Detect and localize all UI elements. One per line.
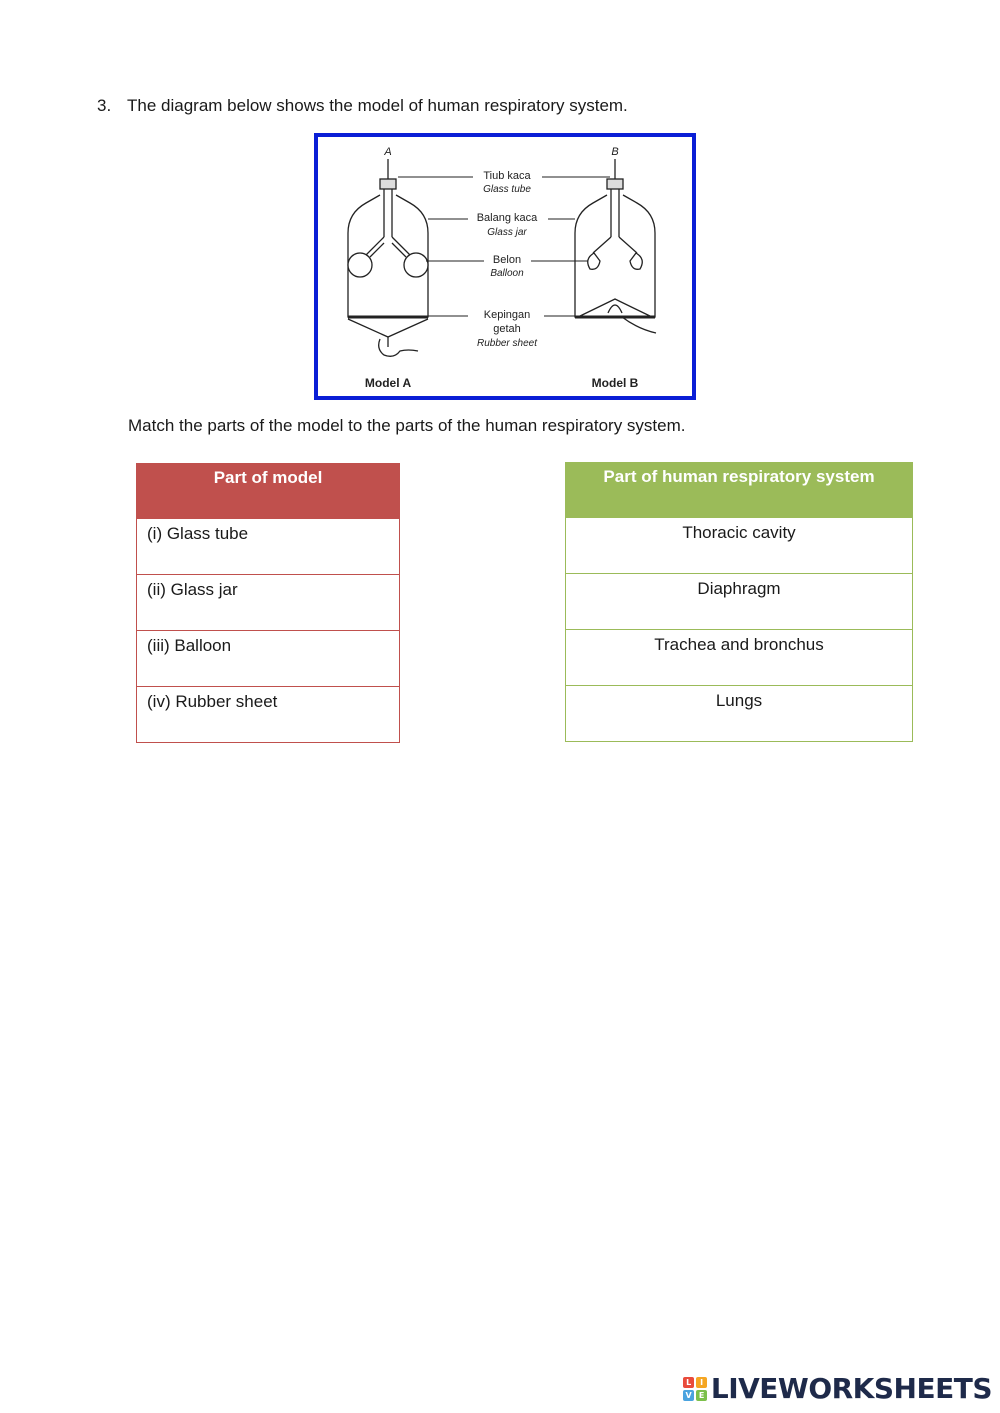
model-part-cell[interactable]: (iv) Rubber sheet: [137, 687, 400, 743]
model-a-drawing: [348, 146, 428, 390]
question-text: The diagram below shows the model of human respiratory system.: [127, 96, 628, 115]
label-belon: Belon: [492, 254, 522, 266]
label-getah: getah: [493, 323, 521, 335]
human-part-cell[interactable]: Thoracic cavity: [566, 518, 913, 574]
model-b-caption: Model B: [591, 376, 639, 390]
human-part-cell[interactable]: Trachea and bronchus: [566, 630, 913, 686]
human-part-cell[interactable]: Lungs: [566, 686, 913, 742]
model-parts-table: [136, 463, 400, 743]
human-parts-table: [565, 462, 913, 742]
label-tiub-kaca: Tiub kaca: [483, 170, 531, 182]
respiratory-model-diagram: [318, 137, 692, 396]
human-table-header: Part of human respiratory system: [566, 463, 913, 518]
table-row: [566, 574, 913, 630]
model-part-cell[interactable]: (ii) Glass jar: [137, 575, 400, 631]
label-glass-tube: Glass tube: [483, 184, 531, 195]
question-number: 3.: [97, 96, 112, 115]
liveworksheets-logo[interactable]: [683, 1372, 992, 1405]
model-part-cell[interactable]: (iii) Balloon: [137, 631, 400, 687]
model-b-drawing: [575, 146, 656, 390]
respiratory-model-figure: [314, 133, 696, 400]
model-a-letter: A: [384, 146, 392, 158]
question: [97, 96, 628, 116]
table-row: [137, 575, 400, 631]
label-kepingan: Kepingan: [483, 309, 531, 321]
table-row: [566, 630, 913, 686]
model-a-caption: Model A: [364, 376, 412, 390]
table-row: [137, 519, 400, 575]
label-rubber-sheet: Rubber sheet: [476, 338, 538, 349]
human-part-cell[interactable]: Diaphragm: [566, 574, 913, 630]
table-row: [137, 687, 400, 743]
table-row: [566, 686, 913, 742]
label-glass-jar: Glass jar: [487, 227, 527, 238]
table-row: [566, 518, 913, 574]
label-balloon: Balloon: [490, 268, 524, 279]
table-row: [137, 631, 400, 687]
model-part-cell[interactable]: (i) Glass tube: [137, 519, 400, 575]
model-b-letter: B: [611, 146, 619, 158]
label-balang-kaca: Balang kaca: [476, 212, 538, 224]
liveworksheets-logo-icon: L I V E: [683, 1377, 707, 1401]
instruction: Match the parts of the model to the parts of the human respiratory system.: [128, 416, 686, 435]
model-table-header: Part of model: [137, 464, 400, 519]
liveworksheets-wordmark: LIVEWORKSHEETS: [710, 1372, 992, 1405]
